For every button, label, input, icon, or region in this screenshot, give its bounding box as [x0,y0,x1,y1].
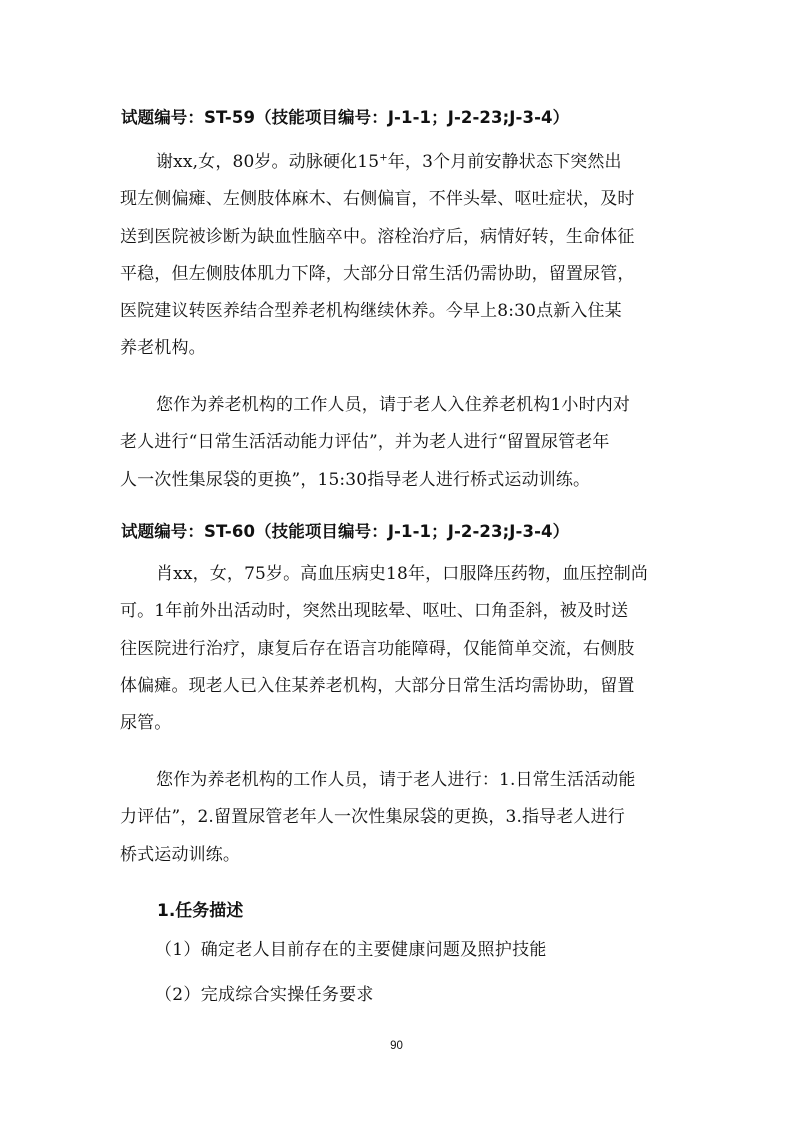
case-line: 可。1年前外出活动时，突然出现眩晕、呕吐、口角歪斜，被及时送 [120,601,629,622]
task-line: 桥式运动训练。 [120,844,241,865]
task-description-st59 [120,387,678,499]
task-line: 您作为养老机构的工作人员，请于老人入住养老机构1小时内对 [156,395,631,415]
superscript: + [379,152,388,164]
task-item-1: （1）确定老人目前存在的主要健康问题及照护技能 [155,940,547,960]
task-line: 您作为养老机构的工作人员，请于老人进行：1.日常生活活动能 [156,770,636,790]
case-line: 平稳，但左侧肢体肌力下降，大部分日常生活仍需协助，留置尿管， [120,263,635,284]
section-title: 1.任务描述 [157,901,244,921]
case-line: 往医院进行治疗，康复后存在语言功能障碍，仅能简单交流，右侧肢 [120,638,635,659]
question-heading-st59: 试题编号：ST-59（技能项目编号：J-1-1；J-2-23;J-3-4） [121,108,570,127]
case-description-st60 [120,556,678,742]
case-text: 年，3个月前安静状态下突然出 [387,152,622,172]
case-line: 送到医院被诊断为缺血性脑卒中。溶栓治疗后，病情好转，生命体征 [120,226,635,247]
case-line: 尿管。 [120,713,172,734]
case-line: 现左侧偏瘫、左侧肢体麻木、右侧偏盲，不伴头晕、呕吐症状，及时 [120,189,635,210]
question-heading-st60: 试题编号：ST-60（技能项目编号：J-1-1；J-2-23;J-3-4） [121,522,570,541]
task-item-2: （2）完成综合实操任务要求 [155,985,374,1005]
case-line: 肖xx，女，75岁。高血压病史18年，口服降压药物，血压控制尚 [156,564,649,584]
page-number: 90 [390,1040,403,1052]
case-line [120,144,678,181]
task-line: 人一次性集尿袋的更换”，15:30指导老人进行桥式运动训练。 [120,469,591,490]
case-line: 体偏瘫。现老人已入住某养老机构，大部分日常生活均需协助，留置 [120,675,635,696]
task-line: 力评估”，2.留置尿管老年人一次性集尿袋的更换，3.指导老人进行 [120,807,625,828]
task-line: 老人进行“日常生活活动能力评估”，并为老人进行“留置尿管老年 [120,432,610,453]
case-line: 养老机构。 [120,338,206,359]
case-text: 谢xx,女，80岁。动脉硬化15 [156,152,380,172]
task-description-st60 [120,762,678,874]
case-line: 医院建议转医养结合型养老机构继续休养。今早上8:30点新入住某 [120,301,622,322]
case-description-st59 [120,144,678,368]
